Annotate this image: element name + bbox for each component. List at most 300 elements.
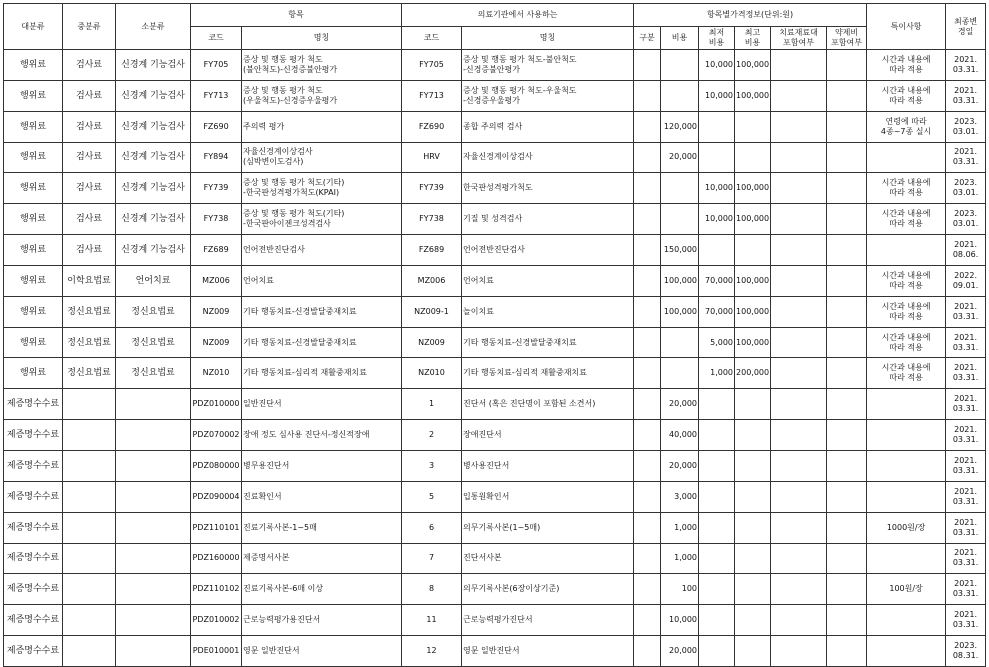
middle-cell: 검사료 [63, 173, 116, 204]
header-inst: 의료기관에서 사용하는 [402, 4, 634, 27]
drug-cell [827, 204, 867, 235]
drug-cell [827, 512, 867, 543]
material-cell [771, 605, 827, 636]
max-cost-cell: 100,000 [735, 50, 771, 81]
item-name-cell: 기타 행동치료-신경발달중재치료 [242, 296, 402, 327]
inst-name-cell: 병사용진단서 [462, 450, 634, 481]
cost-cell: 20,000 [661, 450, 699, 481]
note-cell: 시간과 내용에 따라 적용 [867, 204, 946, 235]
div-cell [634, 204, 661, 235]
material-cell [771, 296, 827, 327]
drug-cell [827, 265, 867, 296]
date-cell: 2023. 03.01. [946, 204, 986, 235]
date-cell: 2021. 03.31. [946, 50, 986, 81]
middle-cell: 검사료 [63, 204, 116, 235]
min-cost-cell: 10,000 [699, 204, 735, 235]
max-cost-cell: 100,000 [735, 80, 771, 111]
min-cost-cell [699, 235, 735, 266]
item-name-cell: 주의력 평가 [242, 111, 402, 142]
div-cell [634, 358, 661, 389]
max-cost-cell [735, 543, 771, 574]
major-cell: 제증명수수료 [4, 636, 63, 667]
max-cost-cell [735, 512, 771, 543]
minor-cell [116, 389, 191, 420]
item-code-cell: NZ010 [191, 358, 242, 389]
note-cell [867, 605, 946, 636]
item-name-cell: 증상 및 행동 평가 척도(기타) -한국판아이젠크성격검사 [242, 204, 402, 235]
min-cost-cell: 70,000 [699, 296, 735, 327]
note-cell: 연령에 따라 4종~7종 실시 [867, 111, 946, 142]
inst-code-cell: FZ689 [402, 235, 462, 266]
header-item: 항목 [191, 4, 402, 27]
header-minor: 소분류 [116, 4, 191, 50]
drug-cell [827, 50, 867, 81]
table-row [4, 420, 986, 451]
item-code-cell: MZ006 [191, 265, 242, 296]
drug-cell [827, 605, 867, 636]
table-row [4, 636, 986, 667]
date-cell: 2021. 03.31. [946, 543, 986, 574]
max-cost-cell: 100,000 [735, 204, 771, 235]
minor-cell: 정신요법료 [116, 296, 191, 327]
major-cell: 행위료 [4, 80, 63, 111]
material-cell [771, 173, 827, 204]
cost-cell: 120,000 [661, 111, 699, 142]
major-cell: 제증명수수료 [4, 543, 63, 574]
min-cost-cell [699, 389, 735, 420]
minor-cell [116, 605, 191, 636]
middle-cell [63, 450, 116, 481]
item-name-cell: 병무용진단서 [242, 450, 402, 481]
major-cell: 제증명수수료 [4, 481, 63, 512]
date-cell: 2021. 03.31. [946, 450, 986, 481]
major-cell: 제증명수수료 [4, 450, 63, 481]
item-code-cell: PDE010001 [191, 636, 242, 667]
drug-cell [827, 574, 867, 605]
inst-code-cell: 3 [402, 450, 462, 481]
min-cost-cell: 70,000 [699, 265, 735, 296]
minor-cell [116, 543, 191, 574]
major-cell: 행위료 [4, 327, 63, 358]
inst-code-cell: FY739 [402, 173, 462, 204]
middle-cell [63, 543, 116, 574]
header-item-code: 코드 [191, 27, 242, 50]
item-name-cell: 증상 및 행동 평가 척도(기타) -한국판성격평가척도(KPAI) [242, 173, 402, 204]
drug-cell [827, 173, 867, 204]
item-name-cell: 기타 행동치료-신경발달중재치료 [242, 327, 402, 358]
max-cost-cell [735, 235, 771, 266]
min-cost-cell: 10,000 [699, 80, 735, 111]
cost-cell [661, 50, 699, 81]
material-cell [771, 636, 827, 667]
minor-cell: 언어치료 [116, 265, 191, 296]
table-row [4, 204, 986, 235]
material-cell [771, 235, 827, 266]
minor-cell: 신경계 기능검사 [116, 204, 191, 235]
drug-cell [827, 235, 867, 266]
inst-code-cell: MZ006 [402, 265, 462, 296]
date-cell: 2021. 03.31. [946, 481, 986, 512]
middle-cell: 검사료 [63, 111, 116, 142]
table-row [4, 358, 986, 389]
min-cost-cell: 10,000 [699, 50, 735, 81]
min-cost-cell [699, 142, 735, 173]
middle-cell: 검사료 [63, 80, 116, 111]
div-cell [634, 265, 661, 296]
div-cell [634, 636, 661, 667]
item-code-cell: PDZ010002 [191, 605, 242, 636]
cost-cell: 10,000 [661, 605, 699, 636]
date-cell: 2021. 03.31. [946, 389, 986, 420]
major-cell: 행위료 [4, 50, 63, 81]
inst-name-cell: 놀이치료 [462, 296, 634, 327]
min-cost-cell [699, 111, 735, 142]
max-cost-cell [735, 111, 771, 142]
inst-name-cell: 증상 및 행동 평가 척도-불안척도 -신경증불안평가 [462, 50, 634, 81]
cost-cell: 150,000 [661, 235, 699, 266]
item-name-cell: 증상 및 행동 평가 척도 (우울척도)-신경증우울평가 [242, 80, 402, 111]
material-cell [771, 481, 827, 512]
note-cell: 100원/장 [867, 574, 946, 605]
inst-code-cell: 12 [402, 636, 462, 667]
minor-cell: 정신요법료 [116, 327, 191, 358]
item-name-cell: 자율신경계이상검사 (심박변이도검사) [242, 142, 402, 173]
item-code-cell: PDZ090004 [191, 481, 242, 512]
middle-cell [63, 605, 116, 636]
table-body [4, 50, 986, 667]
major-cell: 행위료 [4, 142, 63, 173]
minor-cell [116, 574, 191, 605]
header-middle: 중분류 [63, 4, 116, 50]
note-cell: 시간과 내용에 따라 적용 [867, 296, 946, 327]
min-cost-cell: 10,000 [699, 173, 735, 204]
drug-cell [827, 358, 867, 389]
note-cell [867, 235, 946, 266]
inst-code-cell: FY738 [402, 204, 462, 235]
item-code-cell: FY713 [191, 80, 242, 111]
div-cell [634, 605, 661, 636]
minor-cell: 신경계 기능검사 [116, 235, 191, 266]
header-material: 치료재료대 포함여부 [771, 27, 827, 50]
item-code-cell: PDZ110101 [191, 512, 242, 543]
item-name-cell: 언어전반진단검사 [242, 235, 402, 266]
table-row [4, 481, 986, 512]
middle-cell: 검사료 [63, 235, 116, 266]
header-inst-name: 명칭 [462, 27, 634, 50]
item-code-cell: FZ689 [191, 235, 242, 266]
major-cell: 제증명수수료 [4, 420, 63, 451]
date-cell: 2021. 03.31. [946, 296, 986, 327]
inst-name-cell: 기타 행동치료-심리적 재활중재치료 [462, 358, 634, 389]
item-code-cell: FY738 [191, 204, 242, 235]
header-drug: 약제비 포함여부 [827, 27, 867, 50]
max-cost-cell [735, 142, 771, 173]
note-cell: 시간과 내용에 따라 적용 [867, 358, 946, 389]
material-cell [771, 50, 827, 81]
drug-cell [827, 111, 867, 142]
middle-cell [63, 574, 116, 605]
inst-code-cell: NZ010 [402, 358, 462, 389]
major-cell: 제증명수수료 [4, 574, 63, 605]
max-cost-cell [735, 481, 771, 512]
date-cell: 2021. 03.31. [946, 142, 986, 173]
cost-cell: 100 [661, 574, 699, 605]
div-cell [634, 389, 661, 420]
drug-cell [827, 327, 867, 358]
date-cell: 2021. 03.31. [946, 80, 986, 111]
div-cell [634, 420, 661, 451]
date-cell: 2021. 03.31. [946, 327, 986, 358]
minor-cell [116, 636, 191, 667]
max-cost-cell [735, 636, 771, 667]
inst-code-cell: NZ009 [402, 327, 462, 358]
date-cell: 2023. 03.01. [946, 111, 986, 142]
minor-cell: 신경계 기능검사 [116, 173, 191, 204]
table-row [4, 450, 986, 481]
cost-cell: 1,000 [661, 512, 699, 543]
minor-cell [116, 481, 191, 512]
table-row [4, 605, 986, 636]
inst-name-cell: 의무기록사본(1~5매) [462, 512, 634, 543]
inst-name-cell: 자율신경계이상검사 [462, 142, 634, 173]
date-cell: 2021. 03.31. [946, 605, 986, 636]
cost-cell: 40,000 [661, 420, 699, 451]
item-name-cell: 진료기록사본-6매 이상 [242, 574, 402, 605]
min-cost-cell [699, 420, 735, 451]
table-row [4, 111, 986, 142]
drug-cell [827, 80, 867, 111]
inst-name-cell: 영문 일반진단서 [462, 636, 634, 667]
inst-code-cell: 1 [402, 389, 462, 420]
item-name-cell: 진료확인서 [242, 481, 402, 512]
cost-cell: 1,000 [661, 543, 699, 574]
middle-cell: 검사료 [63, 142, 116, 173]
minor-cell: 신경계 기능검사 [116, 50, 191, 81]
inst-code-cell: HRV [402, 142, 462, 173]
min-cost-cell [699, 574, 735, 605]
drug-cell [827, 543, 867, 574]
minor-cell [116, 512, 191, 543]
cost-cell: 3,000 [661, 481, 699, 512]
item-code-cell: PDZ160000 [191, 543, 242, 574]
inst-name-cell: 장애진단서 [462, 420, 634, 451]
middle-cell [63, 636, 116, 667]
date-cell: 2021. 03.31. [946, 512, 986, 543]
major-cell: 행위료 [4, 173, 63, 204]
material-cell [771, 574, 827, 605]
material-cell [771, 142, 827, 173]
inst-code-cell: FY713 [402, 80, 462, 111]
note-cell: 시간과 내용에 따라 적용 [867, 80, 946, 111]
item-code-cell: PDZ010000 [191, 389, 242, 420]
material-cell [771, 111, 827, 142]
header-price: 항목별가격정보(단위:원) [634, 4, 867, 27]
max-cost-cell [735, 574, 771, 605]
cost-cell: 20,000 [661, 389, 699, 420]
inst-name-cell: 진단서 (혹은 진단명이 포함된 소견서) [462, 389, 634, 420]
table-row [4, 265, 986, 296]
drug-cell [827, 636, 867, 667]
middle-cell: 정신요법료 [63, 296, 116, 327]
inst-code-cell: NZ009-1 [402, 296, 462, 327]
min-cost-cell: 5,000 [699, 327, 735, 358]
middle-cell: 정신요법료 [63, 358, 116, 389]
cost-cell [661, 173, 699, 204]
min-cost-cell [699, 636, 735, 667]
note-cell [867, 450, 946, 481]
minor-cell: 신경계 기능검사 [116, 111, 191, 142]
inst-name-cell: 한국판성격평가척도 [462, 173, 634, 204]
inst-name-cell: 종합 주의력 검사 [462, 111, 634, 142]
table-row [4, 389, 986, 420]
note-cell [867, 543, 946, 574]
item-code-cell: FY894 [191, 142, 242, 173]
header-max: 최고 비용 [735, 27, 771, 50]
minor-cell [116, 420, 191, 451]
header-cost: 비용 [661, 27, 699, 50]
table-row [4, 327, 986, 358]
min-cost-cell [699, 543, 735, 574]
inst-code-cell: 5 [402, 481, 462, 512]
max-cost-cell [735, 389, 771, 420]
inst-name-cell: 증상 및 행동 평가 척도-우울척도 -신경증우울평가 [462, 80, 634, 111]
inst-code-cell: FY705 [402, 50, 462, 81]
note-cell [867, 636, 946, 667]
cost-cell [661, 204, 699, 235]
item-code-cell: FZ690 [191, 111, 242, 142]
drug-cell [827, 296, 867, 327]
note-cell: 1000원/장 [867, 512, 946, 543]
max-cost-cell: 200,000 [735, 358, 771, 389]
div-cell [634, 327, 661, 358]
table-row [4, 235, 986, 266]
drug-cell [827, 481, 867, 512]
max-cost-cell: 100,000 [735, 265, 771, 296]
max-cost-cell: 100,000 [735, 173, 771, 204]
div-cell [634, 80, 661, 111]
header-div: 구분 [634, 27, 661, 50]
middle-cell [63, 512, 116, 543]
middle-cell: 이학요법료 [63, 265, 116, 296]
min-cost-cell [699, 481, 735, 512]
item-name-cell: 진료기록사본-1~5매 [242, 512, 402, 543]
item-code-cell: PDZ080000 [191, 450, 242, 481]
inst-name-cell: 언어치료 [462, 265, 634, 296]
material-cell [771, 204, 827, 235]
major-cell: 제증명수수료 [4, 605, 63, 636]
table-header [4, 4, 986, 50]
fee-table [3, 3, 986, 667]
table-row [4, 173, 986, 204]
item-name-cell: 제증명서사본 [242, 543, 402, 574]
note-cell [867, 420, 946, 451]
inst-name-cell: 진단서사본 [462, 543, 634, 574]
div-cell [634, 574, 661, 605]
minor-cell: 정신요법료 [116, 358, 191, 389]
major-cell: 행위료 [4, 296, 63, 327]
item-name-cell: 근로능력평가용진단서 [242, 605, 402, 636]
inst-name-cell: 기질 및 성격검사 [462, 204, 634, 235]
inst-name-cell: 입통원확인서 [462, 481, 634, 512]
material-cell [771, 512, 827, 543]
div-cell [634, 111, 661, 142]
div-cell [634, 543, 661, 574]
minor-cell: 신경계 기능검사 [116, 80, 191, 111]
middle-cell [63, 481, 116, 512]
item-name-cell: 증상 및 행동 평가 척도 (불안척도)-신경증불안평가 [242, 50, 402, 81]
div-cell [634, 50, 661, 81]
item-name-cell: 장애 정도 심사용 진단서-정신적장애 [242, 420, 402, 451]
table-row [4, 574, 986, 605]
table-row [4, 142, 986, 173]
min-cost-cell: 1,000 [699, 358, 735, 389]
material-cell [771, 327, 827, 358]
cost-cell: 20,000 [661, 636, 699, 667]
item-code-cell: NZ009 [191, 296, 242, 327]
div-cell [634, 235, 661, 266]
div-cell [634, 296, 661, 327]
note-cell: 시간과 내용에 따라 적용 [867, 173, 946, 204]
table-row [4, 50, 986, 81]
date-cell: 2021. 08.06. [946, 235, 986, 266]
item-code-cell: PDZ070002 [191, 420, 242, 451]
cost-cell: 20,000 [661, 142, 699, 173]
drug-cell [827, 142, 867, 173]
item-name-cell: 일반진단서 [242, 389, 402, 420]
item-code-cell: PDZ110102 [191, 574, 242, 605]
div-cell [634, 512, 661, 543]
header-item-name: 명칭 [242, 27, 402, 50]
material-cell [771, 80, 827, 111]
cost-cell [661, 80, 699, 111]
table-row [4, 543, 986, 574]
max-cost-cell: 100,000 [735, 327, 771, 358]
inst-code-cell: FZ690 [402, 111, 462, 142]
date-cell: 2021. 03.31. [946, 358, 986, 389]
item-code-cell: FY705 [191, 50, 242, 81]
note-cell: 시간과 내용에 따라 적용 [867, 265, 946, 296]
material-cell [771, 450, 827, 481]
item-name-cell: 언어치료 [242, 265, 402, 296]
note-cell [867, 389, 946, 420]
date-cell: 2021. 03.31. [946, 420, 986, 451]
div-cell [634, 142, 661, 173]
item-name-cell: 기타 행동치료-심리적 재활중재치료 [242, 358, 402, 389]
date-cell: 2023. 03.01. [946, 173, 986, 204]
major-cell: 제증명수수료 [4, 512, 63, 543]
minor-cell: 신경계 기능검사 [116, 142, 191, 173]
date-cell: 2022. 09.01. [946, 265, 986, 296]
date-cell: 2021. 03.31. [946, 574, 986, 605]
major-cell: 제증명수수료 [4, 389, 63, 420]
drug-cell [827, 420, 867, 451]
min-cost-cell [699, 450, 735, 481]
max-cost-cell [735, 420, 771, 451]
item-code-cell: FY739 [191, 173, 242, 204]
header-inst-code: 코드 [402, 27, 462, 50]
major-cell: 행위료 [4, 235, 63, 266]
cost-cell [661, 327, 699, 358]
inst-code-cell: 2 [402, 420, 462, 451]
item-code-cell: NZ009 [191, 327, 242, 358]
major-cell: 행위료 [4, 111, 63, 142]
middle-cell [63, 420, 116, 451]
min-cost-cell [699, 512, 735, 543]
table-row [4, 296, 986, 327]
inst-code-cell: 11 [402, 605, 462, 636]
header-note: 특이사항 [867, 4, 946, 50]
inst-code-cell: 7 [402, 543, 462, 574]
